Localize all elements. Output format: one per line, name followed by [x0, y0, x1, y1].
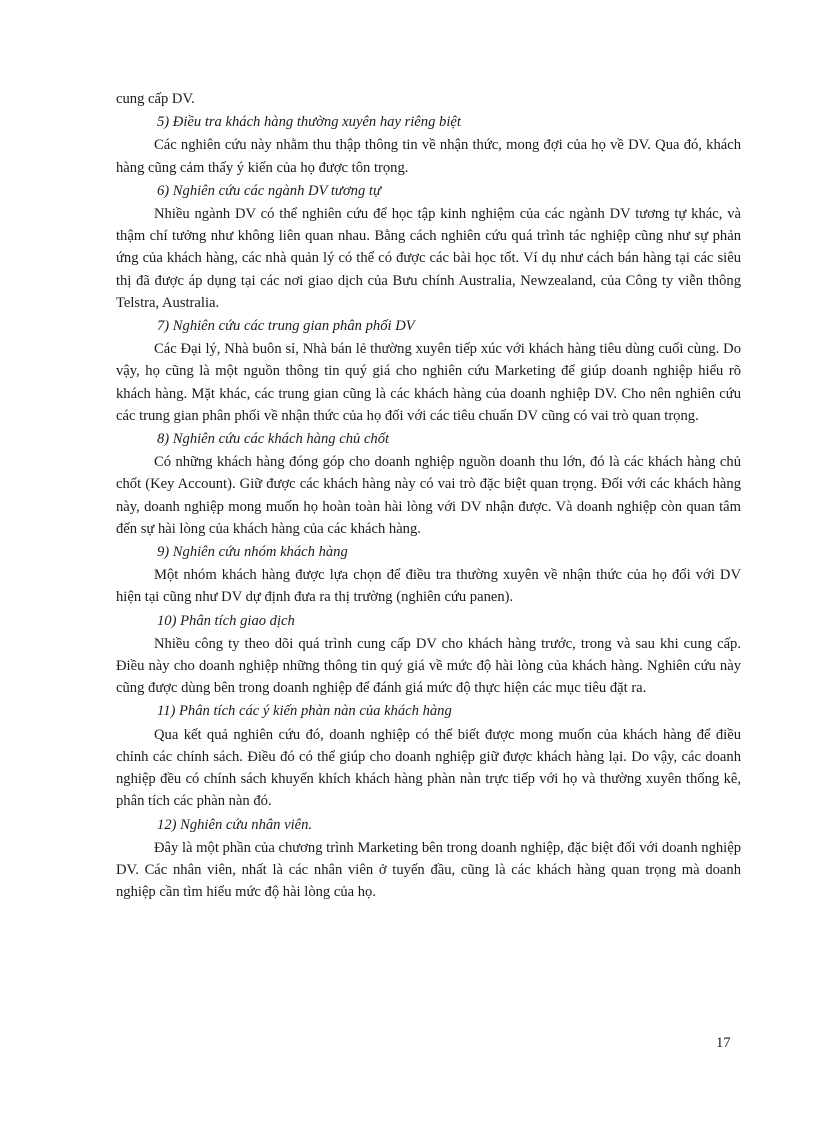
- section-heading-7: 7) Nghiên cứu các trung gian phân phối DV: [157, 318, 415, 335]
- section-heading-10: 10) Phân tích giao dịch: [157, 612, 295, 629]
- paragraph: Đây là một phần của chương trình Marketing bên trong doanh nghiệp, đặc biệt đối với doanh nghiệp DV. Các nhân viên, nhất là các nhân viên ở tuyến đầu, cũng là các khách hàng quan trọng mà doanh nghiệp cần tìm hiểu mức độ hài lòng của họ.: [116, 839, 741, 901]
- page-number: 17: [716, 1035, 731, 1051]
- section-heading-12: 12) Nghiên cứu nhân viên.: [157, 816, 313, 833]
- paragraph: Các nghiên cứu này nhằm thu thập thông tin về nhận thức, mong đợi của họ về DV. Qua đó, khách hàng cũng cảm thấy ý kiến của họ được tôn trọng.: [116, 137, 741, 176]
- paragraph: Nhiều công ty theo dõi quá trình cung cấp DV cho khách hàng trước, trong và sau khi cung cấp. Điều này cho doanh nghiệp những thông tin quý giá về mức độ hài lòng của khách hàng. Nghiên cứu này cũng được dùng bên trong doanh nghiệp để đánh giá mức độ thực hiện các mục tiêu đặt ra.: [116, 635, 741, 697]
- section-heading-8: 8) Nghiên cứu các khách hàng chủ chốt: [157, 431, 390, 448]
- paragraph: Qua kết quả nghiên cứu đó, doanh nghiệp có thể biết được mong muốn của khách hàng để điều chỉnh các chính sách. Điều đó có thể giúp cho doanh nghiệp giữ được khách hàng lại. Do vậy, các doanh nghiệp đều có chính sách khuyến khích khách hàng phàn nàn trực tiếp với họ và thường xuyên thống kê, phân tích các phàn nàn đó.: [116, 726, 741, 810]
- paragraph: Có những khách hàng đóng góp cho doanh nghiệp nguồn doanh thu lớn, đó là các khách hàng chủ chốt (Key Account). Giữ được các khách hàng này có vai trò đặc biệt quan trọng. Đối với các khách hàng này, doanh nghiệp mong muốn họ hoàn toàn hài lòng với DV nhận được. Và doanh nghiệp còn quan tâm đến sự hài lòng của khách hàng của các khách hàng.: [116, 454, 741, 537]
- section-heading-11: 11) Phân tích các ý kiến phàn nàn của khách hàng: [157, 703, 452, 720]
- paragraph: Các Đại lý, Nhà buôn sỉ, Nhà bán lẻ thường xuyên tiếp xúc với khách hàng tiêu dùng cuối cùng. Do vậy, họ cũng là một nguồn thông tin quý giá cho nghiên cứu Marketing để giúp doanh nghiệp hiểu rõ khách hàng. Mặt khác, các trung gian cũng là các khách hàng của doanh nghiệp DV. Cho nên nghiên cứu các trung gian phân phối về nhận thức của họ đối với các tiêu chuẩn DV cũng có vai trò quan trọng.: [116, 341, 741, 424]
- section-heading-6: 6) Nghiên cứu các ngành DV tương tự: [157, 182, 381, 199]
- paragraph: Nhiều ngành DV có thể nghiên cứu để học tập kinh nghiệm của các ngành DV tương tự khác, và thậm chí tưởng như không liên quan nhau. Bằng cách nghiên cứu quá trình tác nghiệp cũng như sự phản ứng của khách hàng, các nhà quản lý có thể có được các bài học tốt. Ví dụ như cách bán hàng tại các siêu thị đã được áp dụng tại các nơi giao dịch của Bưu chính Australia, Newzealand, của Công ty viễn thông Telstra, Australia.: [116, 206, 741, 311]
- section-heading-9: 9) Nghiên cứu nhóm khách hàng: [157, 544, 348, 561]
- paragraph: Một nhóm khách hàng được lựa chọn để điều tra thường xuyên về nhận thức của họ đối với DV hiện tại cũng như DV dự định đưa ra thị trường (nghiên cứu panen).: [116, 567, 741, 606]
- paragraph-continuation: cung cấp DV.: [116, 91, 195, 107]
- section-heading-5: 5) Điều tra khách hàng thường xuyên hay riêng biệt: [157, 114, 461, 131]
- page-body: [116, 88, 741, 903]
